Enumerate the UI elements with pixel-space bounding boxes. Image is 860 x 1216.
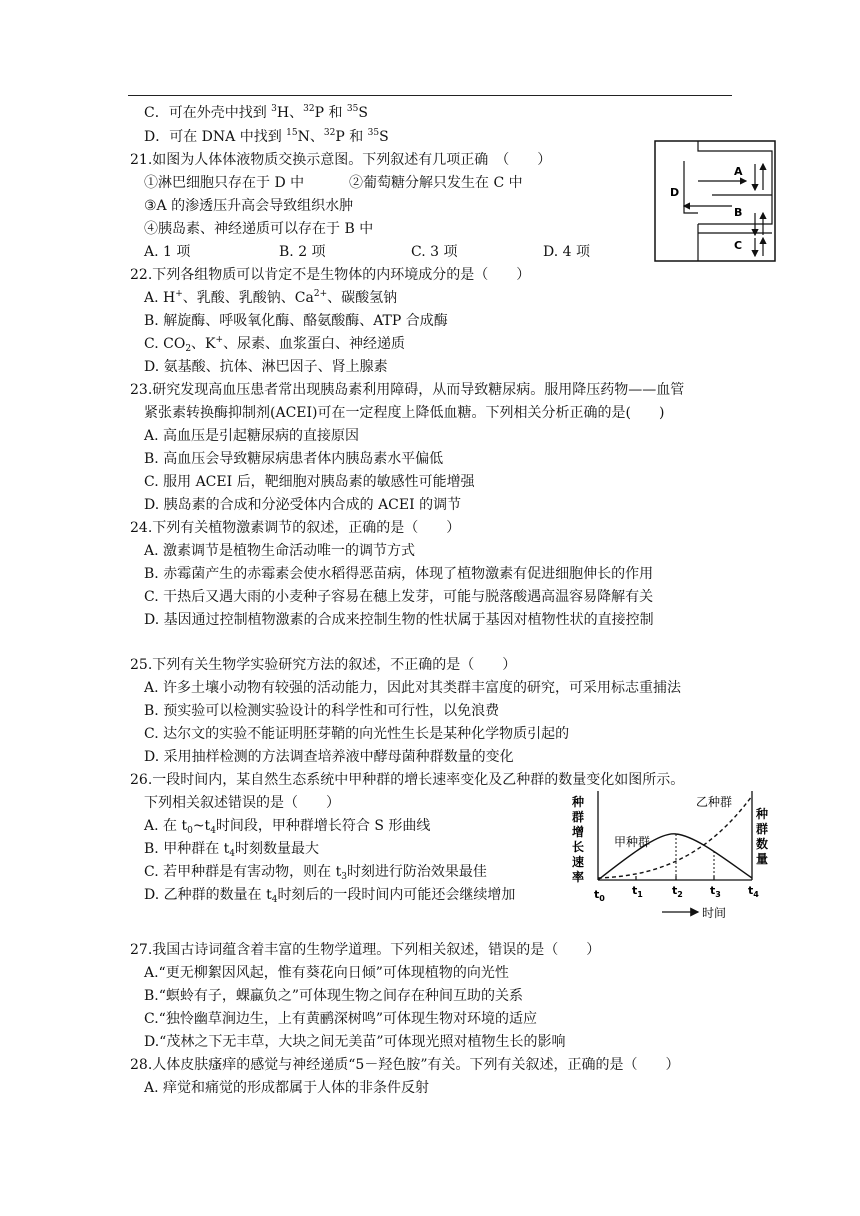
- x-axis-label: 时间: [702, 906, 727, 920]
- label-d: D: [670, 186, 680, 199]
- q25-option-d: D. 采用抽样检测的方法调查培养液中酵母菌种群数量的变化: [144, 749, 514, 765]
- q22-option-d: D. 氨基酸、抗体、淋巴因子、肾上腺素: [144, 359, 388, 375]
- label-a: A: [734, 165, 743, 178]
- q23-option-d: D. 胰岛素的合成和分泌受体内合成的 ACEI 的调节: [144, 497, 462, 513]
- q20-option-c: C．可在外壳中找到 $^3$H、$^{32}$P 和 $^{35}$S: [144, 104, 368, 121]
- q26-option-a: A. 在 $t_0\sim t_4$时间段，甲种群增长符合 S 形曲线: [144, 818, 431, 836]
- q26-stem-line2: 下列相关叙述错误的是（ ）: [144, 795, 340, 811]
- population-chart: [566, 788, 776, 926]
- q27-option-d: D.“茂林之下无丰草，大块之间无美苗”可体现光照对植物生长的影响: [144, 1034, 566, 1050]
- q25-stem: 25.下列有关生物学实验研究方法的叙述，不正确的是（ ）: [130, 657, 517, 673]
- q28-stem: 28.人体皮肤瘙痒的感觉与神经递质“5－羟色胺”有关。下列有关叙述，正确的是（ ）: [130, 1057, 680, 1073]
- svg-text:长: 长: [572, 840, 585, 854]
- header-rule: [128, 95, 732, 96]
- q21-stem: 21.如图为人体体液物质交换示意图。下列叙述有几项正确 （ ）: [130, 152, 552, 168]
- label-c: C: [734, 239, 743, 252]
- series-b-label: 乙种群: [696, 795, 733, 809]
- left-axis-label: [571, 794, 584, 884]
- q26-option-c: C. 若甲种群是有害动物，则在 $t_3$时刻进行防治效果最佳: [144, 864, 487, 882]
- series-a-label: 甲种群: [614, 835, 651, 849]
- svg-text:群: 群: [756, 822, 769, 836]
- tick-t0: $t_0$: [594, 888, 605, 903]
- svg-text:群: 群: [572, 810, 585, 824]
- q21-statement-1: ①淋巴细胞只存在于 D 中: [144, 175, 305, 191]
- q20-option-d: D．可在 DNA 中找到 $^{15}$N、$^{32}$P 和 $^{35}$S: [144, 128, 389, 145]
- svg-text:增: 增: [572, 825, 585, 839]
- tick-t3: $t_3$: [710, 884, 721, 899]
- q22-option-a: A. H+、乳酸、乳酸钠、$Ca^{2+}$、碳酸氢钠: [144, 289, 398, 306]
- q26-option-b: B. 甲种群在 $t_4$时刻数量最大: [144, 841, 319, 859]
- q26-option-d: D. 乙种群的数量在 $t_4$时刻后的一段时间内可能还会继续增加: [144, 887, 516, 905]
- svg-text:数: 数: [756, 837, 769, 851]
- q24-option-b: B. 赤霉菌产生的赤霉素会使水稻得恶苗病，体现了植物激素有促进细胞伸长的作用: [144, 566, 654, 582]
- q28-option-a: A. 痒觉和痛觉的形成都属于人体的非条件反射: [144, 1080, 430, 1096]
- q24-option-a: A. 激素调节是植物生命活动唯一的调节方式: [144, 543, 416, 559]
- q25-option-c: C. 达尔文的实验不能证明胚芽鞘的向光性生长是某种化学物质引起的: [144, 726, 570, 742]
- q21-option-b: B. 2 项: [279, 244, 326, 260]
- svg-text:速: 速: [572, 855, 585, 869]
- q21-statement-4: ④胰岛素、神经递质可以存在于 B 中: [144, 221, 374, 237]
- q21-option-a: A. 1 项: [144, 244, 191, 260]
- body-fluid-diagram: [654, 140, 776, 262]
- tick-t2: $t_2$: [672, 884, 683, 899]
- label-b: B: [734, 206, 743, 219]
- q23-option-a: A. 高血压是引起糖尿病的直接原因: [144, 428, 360, 444]
- svg-text:率: 率: [572, 870, 585, 884]
- q24-option-d: D. 基因通过控制植物激素的合成来控制生物的性状属于基因对植物性状的直接控制: [144, 612, 654, 628]
- q22-option-c: C. $CO_2$、K+、尿素、血浆蛋白、神经递质: [144, 335, 406, 354]
- q21-option-c: C. 3 项: [411, 244, 458, 260]
- q22-option-b: B. 解旋酶、呼吸氧化酶、酪氨酸酶、ATP 合成酶: [144, 313, 448, 329]
- q26-stem-line1: 26.一段时间内，某自然生态系统中甲种群的增长速率变化及乙种群的数量变化如图所示。: [130, 772, 685, 788]
- q21-statement-3: ③A 的渗透压升高会导致组织水肿: [144, 198, 354, 214]
- q24-stem: 24.下列有关植物激素调节的叙述，正确的是（ ）: [130, 520, 461, 536]
- svg-text:种: 种: [756, 807, 769, 821]
- tick-t4: $t_4$: [748, 884, 759, 899]
- right-axis-label: [755, 806, 768, 866]
- q24-option-c: C. 干热后又遇大雨的小麦种子容易在穗上发芽，可能与脱落酸遇高温容易降解有关: [144, 589, 654, 605]
- q21-option-d: D. 4 项: [543, 244, 590, 260]
- svg-text:量: 量: [756, 852, 769, 866]
- q25-option-a: A. 许多土壤小动物有较强的活动能力，因此对其类群丰富度的研究，可采用标志重捕法: [144, 680, 682, 696]
- q27-option-c: C.“独怜幽草涧边生，上有黄鹂深树鸣”可体现生物对环境的适应: [144, 1011, 537, 1027]
- q22-stem: 22.下列各组物质可以肯定不是生物体的内环境成分的是（ ）: [130, 267, 531, 283]
- q23-option-b: B. 高血压会导致糖尿病患者体内胰岛素水平偏低: [144, 451, 444, 467]
- q27-stem: 27.我国古诗词蕴含着丰富的生物学道理。下列相关叙述，错误的是（ ）: [130, 942, 601, 958]
- q27-option-b: B.“螟蛉有子，蜾蠃负之”可体现生物之间存在种间互助的关系: [144, 988, 524, 1004]
- q23-stem-line1: 23.研究发现高血压患者常出现胰岛素利用障碍，从而导致糖尿病。服用降压药物——血管: [130, 382, 685, 398]
- q23-option-c: C. 服用 ACEI 后，靶细胞对胰岛素的敏感性可能增强: [144, 474, 475, 490]
- q27-option-a: A.“更无柳絮因风起，惟有葵花向日倾”可体现植物的向光性: [144, 965, 509, 981]
- tick-t1: $t_1$: [632, 884, 643, 899]
- svg-text:种: 种: [572, 795, 585, 809]
- q21-statement-2: ②葡萄糖分解只发生在 C 中: [349, 175, 523, 191]
- q25-option-b: B. 预实验可以检测实验设计的科学性和可行性，以免浪费: [144, 703, 500, 719]
- q23-stem-line2: 紧张素转换酶抑制剂(ACEI)可在一定程度上降低血糖。下列相关分析正确的是( ): [144, 405, 665, 421]
